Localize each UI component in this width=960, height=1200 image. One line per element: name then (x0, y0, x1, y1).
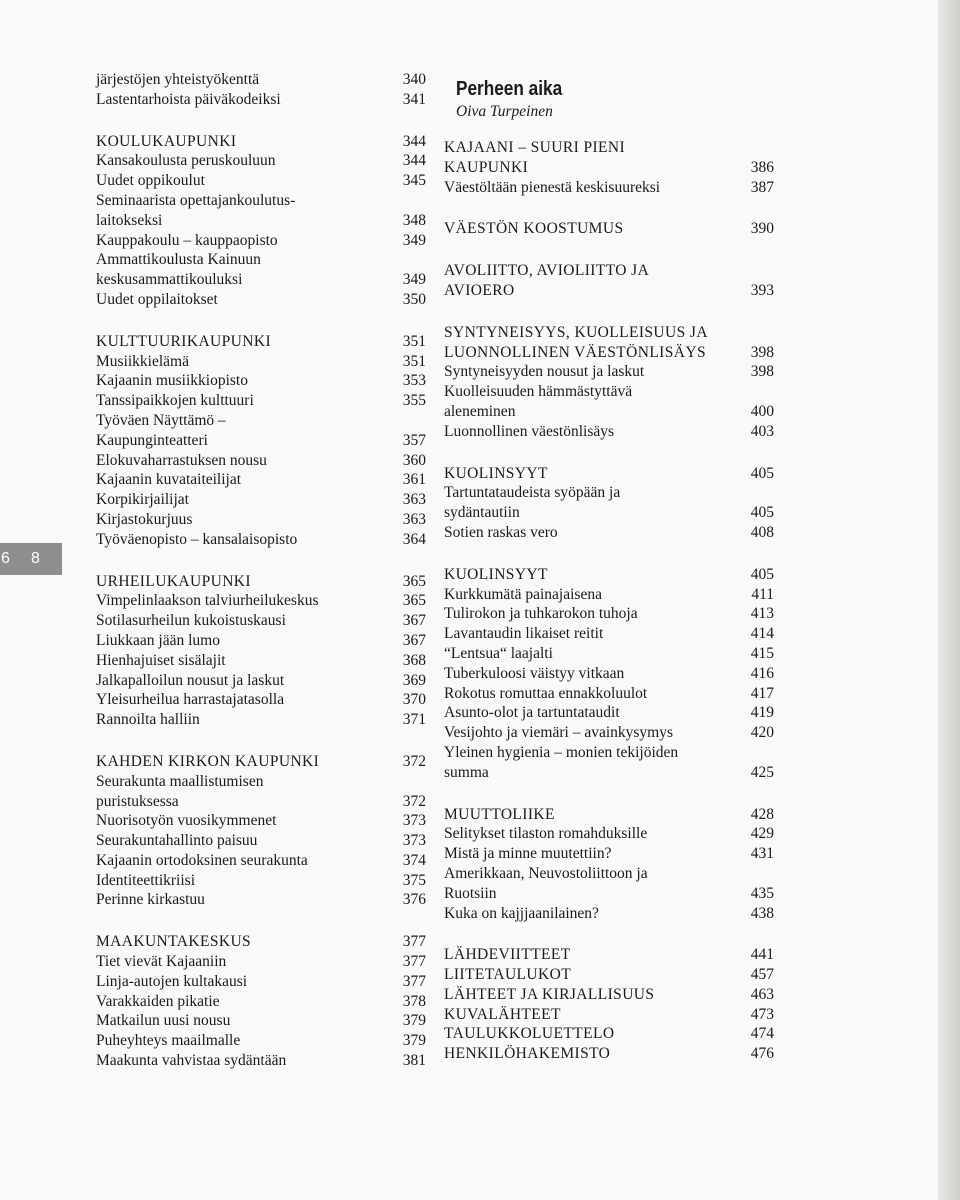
toc-entry-page: 372 (402, 752, 426, 770)
toc-entry (96, 250, 426, 270)
toc-entry-title: Musiikkielämä (96, 352, 189, 370)
toc-entry-title: Mistä ja minne muutettiin? (444, 845, 612, 863)
toc-section (96, 70, 426, 110)
toc-entry-title: KAUPUNKI (444, 158, 529, 176)
toc-entry (444, 281, 774, 301)
toc-entry-page: 428 (750, 805, 774, 823)
toc-entry-page: 393 (750, 281, 774, 299)
toc-entry (444, 362, 774, 382)
part-author: Oiva Turpeinen (456, 103, 553, 120)
toc-entry (96, 710, 426, 730)
toc-entry-title: Varakkaiden pikatie (96, 992, 220, 1010)
toc-entry (96, 1011, 426, 1031)
toc-entry-page: 416 (750, 664, 774, 682)
toc-entry-page: 340 (402, 71, 426, 88)
toc-entry-page: 417 (750, 684, 774, 702)
toc-entry (444, 343, 774, 363)
toc-entry-page: 379 (402, 1032, 426, 1050)
toc-entry-title: Uudet oppikoulut (96, 172, 205, 190)
toc-entry-title: Tartuntataudeista syöpään ja (444, 484, 621, 502)
toc-entry-page: 341 (402, 90, 426, 108)
toc-entry-title: Väestöltään pienestä keskisuureksi (444, 178, 661, 196)
toc-entry-page: 408 (750, 523, 774, 541)
toc-entry (96, 90, 426, 110)
toc-entry-page: 381 (402, 1052, 426, 1070)
toc-entry-page: 463 (750, 985, 774, 1003)
toc-entry-page: 457 (750, 966, 774, 984)
toc-entry (96, 772, 426, 792)
toc-entry (444, 402, 774, 422)
toc-entry-title: Asunto-olot ja tartuntataudit (444, 704, 620, 722)
toc-entry (444, 464, 774, 484)
toc-section (444, 219, 774, 239)
toc-entry-page: 441 (750, 946, 774, 964)
toc-entry (444, 945, 774, 965)
toc-entry-title: “Lentsua“ laajalti (444, 644, 553, 662)
toc-entry (444, 743, 774, 763)
toc-entry-page: 351 (402, 332, 426, 350)
toc-entry (96, 932, 426, 952)
toc-entry-page: 411 (751, 585, 774, 603)
toc-entry-title: Yleinen hygienia – monien tekijöiden (444, 743, 679, 761)
toc-entry-title: Liukkaan jään lumo (96, 631, 220, 649)
toc-entry (444, 503, 774, 523)
toc-entry (96, 1031, 426, 1051)
toc-section (96, 132, 426, 310)
toc-entry (96, 411, 426, 431)
toc-entry-title: Seurakuntahallinto paisuu (96, 832, 258, 850)
toc-entry (96, 972, 426, 992)
toc-entry-page: 361 (402, 471, 426, 489)
toc-entry (444, 824, 774, 844)
toc-entry-page: 344 (402, 132, 426, 150)
toc-entry (444, 1005, 774, 1025)
toc-entry (96, 391, 426, 411)
toc-entry (444, 864, 774, 884)
toc-entry (96, 792, 426, 812)
toc-entry-title: Lastentarhoista päiväkodeiksi (96, 90, 281, 108)
toc-entry-page: 377 (402, 933, 426, 951)
toc-entry-title: järjestöjen yhteistyökenttä (96, 71, 260, 88)
toc-entry-page: 363 (402, 491, 426, 509)
toc-entry-title: VÄESTÖN KOOSTUMUS (444, 220, 624, 238)
toc-entry-title: Linja-autojen kultakausi (96, 972, 248, 990)
toc-entry-title: Tiet vievät Kajaaniin (96, 953, 227, 971)
toc-entry (96, 992, 426, 1012)
toc-entry-title: Rokotus romuttaa ennakkoluulot (444, 684, 648, 702)
toc-entry-page: 415 (750, 644, 774, 662)
toc-entry-title: Puheyhteys maailmalle (96, 1032, 241, 1050)
toc-entry (96, 371, 426, 391)
toc-entry-title: Uudet oppilaitokset (96, 290, 218, 308)
toc-entry-title: Sotien raskas vero (444, 523, 558, 541)
toc-entry (96, 752, 426, 772)
toc-entry-title: Seminaarista opettajankoulutus- (96, 191, 296, 209)
toc-entry-title: Tuberkuloosi väistyy vitkaan (444, 664, 625, 682)
toc-entry-page: 372 (402, 792, 426, 810)
toc-entry-title: Tulirokon ja tuhkarokon tuhoja (444, 605, 638, 623)
toc-entry-title: Amerikkaan, Neuvostoliittoon ja (444, 864, 648, 882)
toc-entry (96, 611, 426, 631)
toc-entry (96, 690, 426, 710)
toc-section (96, 752, 426, 910)
toc-entry-title: Työväenopisto – kansalaisopisto (96, 530, 298, 548)
toc-entry-page: 386 (750, 158, 774, 176)
toc-entry (444, 884, 774, 904)
toc-entry-title: AVOLIITTO, AVIOLIITTO JA (444, 262, 650, 280)
toc-entry-page: 379 (402, 1012, 426, 1030)
toc-entry-title: LIITETAULUKOT (444, 966, 572, 984)
toc-entry-title: sydäntautiin (444, 504, 520, 522)
toc-entry-title: Seurakunta maallistumisen (96, 772, 264, 790)
toc-entry (444, 178, 774, 198)
toc-entry-title: Rannoilta halliin (96, 711, 200, 729)
toc-entry-page: 429 (750, 825, 774, 843)
toc-entry-title: Yleisurheilua harrastajatasolla (96, 691, 285, 709)
toc-entry-title: Kajaanin musiikkiopisto (96, 372, 248, 390)
toc-entry-page: 400 (750, 402, 774, 420)
toc-entry (96, 510, 426, 530)
toc-section (96, 332, 426, 550)
toc-entry (96, 530, 426, 550)
toc-entry-title: aleneminen (444, 402, 516, 420)
toc-entry-title: LUONNOLLINEN VÄESTÖNLISÄYS (444, 343, 706, 361)
toc-entry-title: KULTTUURIKAUPUNKI (96, 332, 271, 350)
toc-entry-page: 387 (750, 178, 774, 196)
toc-entry-title: MUUTTOLIIKE (444, 805, 555, 823)
toc-entry-title: LÄHTEET JA KIRJALLISUUS (444, 985, 655, 1003)
toc-entry-page: 370 (402, 691, 426, 709)
toc-entry (96, 332, 426, 352)
toc-entry-title: MAAKUNTAKESKUS (96, 933, 252, 951)
toc-left-column (96, 70, 426, 1093)
toc-entry (96, 631, 426, 651)
toc-entry-title: Luonnollinen väestönlisäys (444, 422, 615, 440)
toc-entry (444, 523, 774, 543)
toc-entry-title: Perinne kirkastuu (96, 891, 205, 909)
toc-entry (444, 664, 774, 684)
toc-entry (96, 451, 426, 471)
toc-section (444, 323, 774, 442)
toc-entry-page: 435 (750, 884, 774, 902)
toc-section (444, 565, 774, 783)
toc-entry (444, 158, 774, 178)
toc-section (444, 945, 774, 1064)
toc-entry-title: KUOLINSYYT (444, 464, 548, 482)
toc-entry (444, 422, 774, 442)
toc-entry (96, 70, 426, 90)
toc-entry-title: KAHDEN KIRKON KAUPUNKI (96, 752, 320, 770)
toc-entry (96, 171, 426, 191)
toc-entry-page: 476 (750, 1045, 774, 1063)
toc-entry-title: Nuorisotyön vuosikymmenet (96, 812, 277, 830)
toc-entry-page: 377 (402, 972, 426, 990)
toc-entry-page: 378 (402, 992, 426, 1010)
toc-entry-title: Kajaanin kuvataiteilijat (96, 471, 242, 489)
toc-entry-page: 344 (402, 152, 426, 170)
toc-entry-page: 349 (402, 231, 426, 249)
tab-number-right: 8 (31, 550, 40, 567)
toc-entry-title: Vesijohto ja viemäri – avainkysymys (444, 724, 674, 742)
toc-entry-page: 431 (750, 845, 774, 863)
toc-entry-title: Kaupunginteatteri (96, 431, 208, 449)
toc-entry (96, 132, 426, 152)
toc-entry-page: 353 (402, 372, 426, 390)
toc-entry-title: Kuolleisuuden hämmästyttävä (444, 383, 633, 401)
toc-entry (444, 565, 774, 585)
toc-entry-title: AVIOERO (444, 281, 515, 299)
toc-entry-title: summa (444, 763, 489, 781)
toc-entry-title: puristuksessa (96, 792, 179, 810)
toc-entry-title: Jalkapalloilun nousut ja laskut (96, 671, 285, 689)
toc-entry-page: 420 (750, 724, 774, 742)
toc-entry (444, 805, 774, 825)
toc-entry-page: 405 (750, 504, 774, 522)
toc-entry-page: 390 (750, 220, 774, 238)
toc-entry (444, 585, 774, 605)
toc-entry-title: laitokseksi (96, 211, 163, 229)
toc-entry (444, 1024, 774, 1044)
toc-entry-page: 405 (750, 464, 774, 482)
toc-entry (444, 1044, 774, 1064)
toc-entry-title: Identiteettikriisi (96, 871, 196, 889)
toc-entry (444, 624, 774, 644)
toc-entry-page: 357 (402, 431, 426, 449)
toc-entry (96, 851, 426, 871)
toc-entry-page: 425 (750, 763, 774, 781)
toc-entry-title: Syntyneisyyden nousut ja laskut (444, 363, 645, 381)
toc-entry-page: 364 (402, 530, 426, 548)
toc-entry (444, 644, 774, 664)
toc-entry-title: Elokuvaharrastuksen nousu (96, 451, 267, 469)
toc-entry-page: 438 (750, 904, 774, 922)
page-edge (938, 0, 960, 1200)
toc-entry (444, 684, 774, 704)
toc-entry (444, 763, 774, 783)
toc-entry-title: KUVALÄHTEET (444, 1005, 561, 1023)
toc-entry-title: URHEILUKAUPUNKI (96, 572, 251, 590)
toc-section (444, 261, 774, 301)
toc-entry-title: Työväen Näyttämö – (96, 411, 226, 429)
toc-entry-page: 351 (402, 352, 426, 370)
toc-entry-page: 375 (402, 871, 426, 889)
toc-entry-page: 473 (750, 1005, 774, 1023)
toc-entry-page: 345 (402, 172, 426, 190)
toc-entry-page: 377 (402, 953, 426, 971)
toc-entry-page: 405 (750, 565, 774, 583)
toc-entry-title: Kauppakoulu – kauppaopisto (96, 231, 278, 249)
toc-entry-page: 355 (402, 392, 426, 410)
toc-entry-page: 403 (750, 422, 774, 440)
toc-entry (96, 470, 426, 490)
toc-entry (444, 138, 774, 158)
toc-entry-title: Kuka on kajjjaanilainen? (444, 904, 599, 922)
toc-entry-page: 367 (402, 612, 426, 630)
toc-entry-title: Ammattikoulusta Kainuun (96, 251, 261, 269)
toc-entry-title: KOULUKAUPUNKI (96, 132, 237, 150)
toc-entry-title: TAULUKKOLUETTELO (444, 1025, 615, 1043)
toc-entry-page: 413 (750, 605, 774, 623)
toc-entry-title: Tanssipaikkojen kulttuuri (96, 392, 254, 410)
toc-entry-title: Kirjastokurjuus (96, 510, 193, 528)
toc-entry-title: KUOLINSYYT (444, 565, 548, 583)
toc-entry (444, 604, 774, 624)
toc-entry (444, 323, 774, 343)
toc-entry-title: Sotilasurheilun kukoistuskausi (96, 612, 286, 630)
toc-entry-page: 373 (402, 812, 426, 830)
toc-entry (444, 985, 774, 1005)
toc-entry-page: 414 (750, 625, 774, 643)
toc-entry-title: Kurkkumätä painajaisena (444, 585, 602, 603)
toc-entry (96, 231, 426, 251)
toc-entry (444, 219, 774, 239)
toc-entry-page: 371 (402, 711, 426, 729)
toc-entry-page: 374 (402, 851, 426, 869)
toc-entry-page: 474 (750, 1025, 774, 1043)
toc-entry (96, 211, 426, 231)
toc-entry-title: keskusammattikouluksi (96, 271, 243, 289)
toc-entry (444, 904, 774, 924)
toc-entry-page: 373 (402, 832, 426, 850)
toc-section (96, 572, 426, 730)
toc-entry-page: 360 (402, 451, 426, 469)
toc-entry (96, 352, 426, 372)
toc-entry-page: 365 (402, 592, 426, 610)
toc-section (96, 932, 426, 1071)
toc-entry (96, 151, 426, 171)
toc-entry-title: Selitykset tilaston romahduksille (444, 825, 648, 843)
toc-entry (96, 871, 426, 891)
toc-section (444, 464, 774, 543)
toc-entry-title: Kansakoulusta peruskouluun (96, 152, 276, 170)
toc-section (444, 805, 774, 924)
toc-entry-title: Kajaanin ortodoksinen seurakunta (96, 851, 308, 869)
part-title: Perheen aika (456, 78, 563, 100)
toc-entry (96, 831, 426, 851)
toc-entry-title: Maakunta vahvistaa sydäntään (96, 1052, 287, 1070)
toc-entry (96, 591, 426, 611)
toc-entry (96, 651, 426, 671)
toc-entry-title: HENKILÖHAKEMISTO (444, 1045, 611, 1063)
toc-entry-title: KAJAANI – SUURI PIENI (444, 139, 626, 156)
toc-entry-title: Ruotsiin (444, 884, 497, 902)
toc-entry (444, 261, 774, 281)
toc-entry-page: 365 (402, 572, 426, 590)
toc-entry (96, 890, 426, 910)
toc-entry-page: 419 (750, 704, 774, 722)
toc-entry-title: Hienhajuiset sisälajit (96, 651, 226, 669)
toc-entry-title: LÄHDEVIITTEET (444, 946, 571, 964)
toc-entry (444, 844, 774, 864)
toc-entry (96, 270, 426, 290)
toc-entry (444, 483, 774, 503)
toc-entry-page: 350 (402, 290, 426, 308)
toc-entry-page: 363 (402, 510, 426, 528)
toc-entry (96, 572, 426, 592)
toc-entry-page: 368 (402, 651, 426, 669)
toc-entry (96, 290, 426, 310)
toc-entry (444, 703, 774, 723)
toc-entry-title: Vimpelinlaakson talviurheilukeskus (96, 592, 319, 610)
toc-entry-page: 348 (402, 211, 426, 229)
toc-entry (96, 431, 426, 451)
toc-entry-page: 367 (402, 631, 426, 649)
toc-entry (96, 191, 426, 211)
toc-section (444, 138, 774, 197)
toc-entry (444, 965, 774, 985)
toc-entry-page: 369 (402, 671, 426, 689)
toc-entry-title: Matkailun uusi nousu (96, 1012, 231, 1030)
toc-entry-title: Korpikirjailijat (96, 491, 189, 509)
toc-entry (444, 382, 774, 402)
toc-entry-page: 398 (750, 363, 774, 381)
toc-entry (96, 490, 426, 510)
tab-number-left: 6 (1, 550, 10, 567)
toc-entry (96, 811, 426, 831)
toc-entry-page: 398 (750, 343, 774, 361)
toc-entry (96, 671, 426, 691)
toc-entry-title: SYNTYNEISYYS, KUOLLEISUUS JA (444, 323, 708, 341)
toc-entry-page: 349 (402, 271, 426, 289)
toc-entry (96, 952, 426, 972)
toc-entry-page: 376 (402, 891, 426, 909)
toc-entry-title: Lavantaudin likaiset reitit (444, 625, 604, 643)
toc-entry (444, 723, 774, 743)
page-number-tab (0, 543, 62, 575)
toc-entry (96, 1051, 426, 1071)
toc-right-column (444, 70, 774, 1086)
